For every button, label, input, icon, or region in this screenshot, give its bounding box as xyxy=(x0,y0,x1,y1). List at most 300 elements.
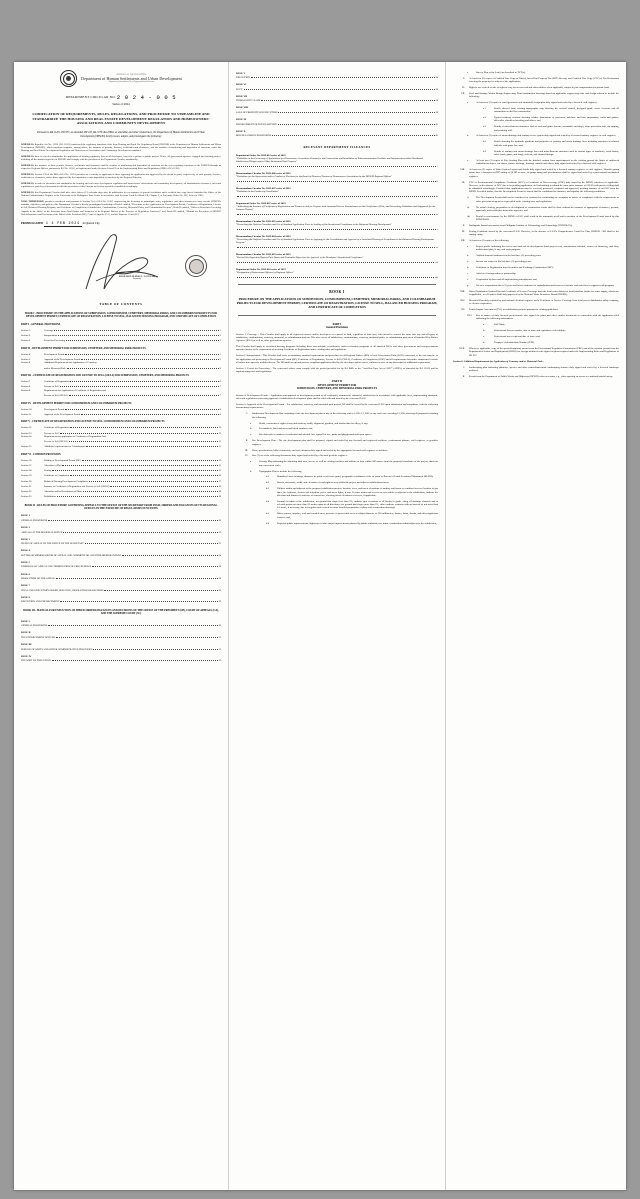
list-item-text: Site Development Plan - The site development plan shall be prepared, signed and sealed by any licensed and registered architect, environment planner, civil engineer, or geodetic engineer; xyxy=(252,439,438,446)
section-3: Section 3. Period for Processing – The concerned officer must comply with the period provided for by RA 9485 or the "Anti-Red Tape Act of 2007" (ARTA), as amended by RA 11032 and its implementing rules and regulations. xyxy=(236,366,438,374)
list-item xyxy=(453,71,619,74)
toc-rule-row[interactable]: ENFORCEMENT OFFICER'S RETURN 41 xyxy=(236,122,438,126)
toc-row[interactable]: Section 11. Approval of the Development Permit 8 xyxy=(21,412,221,416)
issuances-heading: RELEVANT DEPARTMENT ISSUANCES xyxy=(303,144,371,149)
list-item-text: Details of sanitary and storm drainage lines and miscellaneous structures such as various types of manholes, catch basins, inlets (curb, gutter, and drop), culverts, and channel linings; xyxy=(494,149,619,156)
toc-rule-label: RULE I xyxy=(21,619,30,623)
document-sheet xyxy=(14,62,626,1190)
list-item-marker: b. xyxy=(250,469,252,473)
list-item xyxy=(453,140,619,147)
list-item xyxy=(453,254,619,257)
toc-row[interactable]: Section 17. Alteration of Plan 15 xyxy=(21,464,221,468)
list-item xyxy=(453,329,619,332)
list-item-text: Denial or non-issuance by the DENR of ECC shall result in the automatic recall and revocation of the Development Permit issued by this DHSUD-RO. xyxy=(476,214,619,222)
toc-book2-rules xyxy=(21,514,221,604)
list-item xyxy=(453,230,619,237)
list-item xyxy=(453,375,619,378)
book1-title: PROCEDURE ON THE APPLICATIONS OF SUBDIVISION, CONDOMINIUM, CEMETERY, MEMORIAL PARKS, AND COLUMBARIUM PROJECTS FOR DEVELOPMENT PERMIT, CERTIFICATE OF REGISTRATION, LICENSE TO SELL, BALANCED HOUSING PROGRAM, AND CERTIFICATE OF COMPLETION xyxy=(236,296,438,310)
list-item-text: Site data such as number of residential and saleable lots, typical lot size, parks and playgrounds and open spaces. xyxy=(259,433,372,437)
list-item-text: Water Distribution System Plan and Certificate of Service Coverage from the local water district or local franchise holder for water supply, whichever is applicable, or a Permit to Drill duly approved by the National Water Resources Board (NWRB); xyxy=(469,289,620,296)
section-4: Section 4. Development Permit – Application and approval of development permit of all residential, commercial, industrial, subdivisions in accordance with applicable laws, implementing standards, rules and regulations concerning approval of subdivision development plans shall be filed with and issued by the concerned LGU. xyxy=(236,393,438,401)
list-item-text: Subdivision Development Plan consisting of the site development plan at any of the following scales: 1:200; 1:1,000; or any scale not exceeding 1:2,000; showing all proposals including the following: xyxy=(252,412,438,419)
toc-row[interactable]: Section 20. Balanced Housing Development Compliance 17 xyxy=(21,479,221,483)
signatory-name: JOSE RIZALINO L. ACUZAR xyxy=(119,275,155,278)
list-item-text: For new corporations three (3) years and below statement of capitalization and sources of income and cash flow to support work program; xyxy=(476,283,615,287)
toc-part-heading: PART I - GENERAL PROVISIONS xyxy=(21,322,61,326)
list-item-marker: c. xyxy=(483,335,485,339)
toc-book2-heading: BOOK II - RULES OF PROCEDURE GOVERNING APPEALS TO THE OFFICE OF THE SECRETARY FROM FINAL ORDERS AND ISSUANCES OF ITS REGIONAL OFFICES IN THE EXERCISE OF REGULATORY FUNCTIONS xyxy=(24,503,218,510)
toc-row[interactable]: Section 9. Requirements for Application of Certificate of Registration and License to Sell (CR/LS) 7 xyxy=(21,388,221,398)
list-item-marker: XVII. xyxy=(459,346,465,350)
issuance-title: Department Order No. 2023-003 series of 2023 xyxy=(236,267,286,271)
department-tagline: Kagawaran ng Pananahanan Tao at Pagpapaunlad ng Kalunsuran xyxy=(108,81,155,83)
list-item xyxy=(236,439,438,446)
issuance-title: Memorandum Circular No. 2023-001 series of 2023 xyxy=(236,220,291,223)
list-item-text: At least two (2) copies of road (geometric and structural) design/plan duly signed and sealed by a licensed civil engineer; xyxy=(476,100,598,104)
list-item-marker: b.1 xyxy=(483,140,487,144)
toc-rule-label: RULE VI xyxy=(236,83,247,87)
column-two xyxy=(228,62,445,1190)
list-item-marker: a.1 xyxy=(483,106,486,110)
list-item-marker: b. xyxy=(250,427,252,431)
list-item-marker: b. xyxy=(483,329,485,333)
issuance-title: Memorandum Circular No. 2023-006 series of 2023 xyxy=(236,172,291,176)
list-item-text: Project profile indicating the cost of raw land and its development (total project cost), amortization schedule, sources of financing, cash flow, architectural plan, if any, and work program; xyxy=(476,245,619,252)
toc-rule-label: RULE 2 xyxy=(21,525,30,529)
list-item xyxy=(236,481,438,484)
promulgated-place: in Quezon City. xyxy=(82,222,101,225)
part2-title-line2: SUBDIVISION, CEMETERY, AND MEMORIAL PARK PROJECTS xyxy=(296,387,378,391)
list-item-text: Roads, easements or right-of-way and roadway width, alignment, gradient, and similar data for alleys, if any; xyxy=(259,421,369,425)
toc-row[interactable]: Section 22. Alteration and/or Revification of Plans 18 xyxy=(21,489,221,493)
section-6-items xyxy=(453,366,619,379)
column-three xyxy=(445,62,626,1190)
list-item-marker: II. xyxy=(245,439,248,443)
list-item-marker: b.4 xyxy=(266,499,270,503)
list-item-marker: a.2 xyxy=(483,115,486,119)
section-5: Section 5. Approval of the Development Permit – For subdivision, cemetery, and memorial park project, DP shall be issued by the concerned LGU upon submission and compliance with the following documentary requirements: xyxy=(236,403,438,410)
list-item xyxy=(453,299,619,306)
toc-rule-row[interactable]: THIRD-PARTY CLAIM 38 xyxy=(236,99,438,103)
list-item-marker: IV. xyxy=(245,454,248,458)
circular-series: Series of 2024 xyxy=(112,102,130,106)
dhsud-seal-icon xyxy=(60,70,77,87)
whereas-clause: WHEREAS, the issuance of these permits, licenses, certificates and clearances and the conduct of monitoring and imposition of sanctions are the core regulatory functions of the DHSUD through its respective Regional Offices, pursuant to RA No. 11201, as implemented under Sections 24 and 25 of the Implementing Rules and Regulations (IRR) of RA 11201; xyxy=(21,164,222,171)
list-item xyxy=(236,500,438,510)
whereas-clause: WHEREAS, this Department Circular shall take effect fifteen (15) calendar days after its publication in a newspaper of general circulation and a certified true copy hereof furnished the Office of the National Administrative Register of the University of the Philippines Law Center in accordance with Sections 3 and 4 of Book VII, Chapter 2, of Executive Order No. 292, Series of 1987; xyxy=(21,191,222,198)
part2-title-line1: DEVELOPMENT PERMIT FOR xyxy=(317,383,357,387)
list-item-text: Zoning Certificate issued by the concerned LGU. However, in the absence of LGU's Comprehensive Land Use Plan, DHSUD - RO shall be the issuing entity; xyxy=(469,229,619,237)
list-item-text: Utilities within and adjacent to the proposed subdivision project; location, sizes, and invert elevations of sanitary and storm or combined sewers; location of gas lines, fire hydrants, electric and telephone poles, and street lights, if any. If water mains and sewers are not within or adjacent to the subdivision, indicate the direction and distance to and size of nearest one, showing invert elevations of sewers, if applicable; xyxy=(277,487,438,497)
handwritten-signature-icon xyxy=(66,231,176,293)
list-item-text: Lot numbers, lines and areas and block numbers; and, xyxy=(259,427,313,431)
list-item-marker: XV. xyxy=(461,308,465,312)
list-item-marker: e. xyxy=(467,271,469,275)
toc-rule-row[interactable]: EXECUTION 34 xyxy=(236,76,438,80)
toc-part-heading: PART IV - DEVELOPMENT PERMIT FOR CONDOMINIUM AND COLUMBARIUM PROJECTS xyxy=(21,401,132,405)
toc-row[interactable]: Section 21. Issuance of Certificate of Registration and License to Sell (CR/LS) 16 xyxy=(21,484,221,488)
list-item xyxy=(453,107,619,114)
list-item xyxy=(236,422,438,425)
toc-row[interactable]: Section 18. Posting 15 xyxy=(21,469,221,473)
toc-rule-row[interactable]: LETTER OR MEMORANDUM OF APPEAL AND COMMENT OR COUNTER-MEMORANDUM 24 xyxy=(21,553,221,557)
issuance-page-row[interactable]: v xyxy=(236,226,438,231)
three-column-layout xyxy=(14,62,626,1190)
toc-rule-label: RULE III xyxy=(21,642,32,646)
list-item-text: Taxpayer's Identification Number (TIN). xyxy=(494,340,535,344)
list-item xyxy=(236,449,438,452)
list-item-text: Traffic Impact Assessment (TIA) for subdivision projects pursuant to existing guidelines; xyxy=(469,308,559,312)
list-item-text: Professional license number, date of issue and expiration of its validity; xyxy=(494,329,566,333)
list-item-text: At least two (2) copies of the following: xyxy=(469,239,510,243)
list-item-marker: c. xyxy=(467,260,469,264)
toc-rule-row[interactable]: GENERAL PROVISIONS 30 xyxy=(21,624,221,628)
list-item xyxy=(453,323,619,326)
list-item-marker: XVI. xyxy=(467,314,473,318)
toc-row[interactable]: Section 7. Certificate of Registration 6 xyxy=(21,380,221,384)
list-item-marker: V. xyxy=(462,76,465,80)
issuance-page-row[interactable]: ii xyxy=(236,178,438,183)
list-item xyxy=(453,308,619,311)
whereas-clause: WHEREAS, Republic Act No. 11201 (RA 11201) transferred the regulatory functions of the then-Housing and Land Use Regulatory Board (HLURB) to the Department of Human Settlements and Urban Development (DHSUD), which functions comprise, among others, the issuance of permits, licenses, certificates and clearances, and the conduct of monitoring and imposition of sanctions, under the Housing and Real Estate Development Regulation and Homeowners Associations and Community Development mandates; xyxy=(21,143,222,153)
toc-rule-row[interactable]: GENERAL PROVISIONS 20 xyxy=(21,518,221,522)
divider xyxy=(238,315,436,316)
issuance-title: Department Order No. 2022-012 series of 2022 xyxy=(236,153,286,157)
list-item xyxy=(453,290,619,297)
issuance-title: Memorandum Circular No. 2023-005 series of 2023 xyxy=(236,253,291,257)
list-item xyxy=(453,150,619,157)
list-item xyxy=(453,366,619,373)
list-item-marker: b. xyxy=(467,134,469,138)
toc-row[interactable]: Section 13. License to Sell 12 xyxy=(21,431,221,435)
toc-row[interactable]: Section 23. Prohibitions 18 xyxy=(21,495,221,499)
issuance-page-row[interactable]: viii xyxy=(236,274,438,279)
toc-rule-label: RULE 6 xyxy=(21,572,30,576)
list-item-marker: b.1 xyxy=(266,475,270,479)
list-item-marker: IX. xyxy=(461,180,465,184)
list-item xyxy=(453,86,619,89)
toc-rule-row[interactable]: RESOLUTION OF THE APPEAL 28 xyxy=(21,577,221,581)
list-item-marker: a. xyxy=(467,245,469,249)
list-item-text: The Development Permit shall not be considered or construed as constituting an exemption or waiver of compliance with the requirements of other government agencies as provided under existing laws and regulations; xyxy=(476,196,619,203)
toc-rule-row[interactable]: EXECUTION AND ENFORCEMENT 29 xyxy=(21,600,221,604)
issuance-description: "Designation of Enforcement Officers by Regional Offices" xyxy=(236,270,294,274)
list-item-marker: VIII. xyxy=(460,167,465,171)
republic-line: REPUBLIC OF THE PHILIPPINES xyxy=(116,74,147,76)
whereas-clause: WHEREAS, in order to streamline and standardize the housing and real estate development regulation and homeowners' associations and community development, all administrative issuances, rules and regulations or part thereof inconsistent with the provisions of this Circular are hereby repealed or modified accordingly; xyxy=(21,182,221,189)
column-one xyxy=(14,62,228,1190)
department-name: Department of Human Settlements and Urban Development xyxy=(81,76,182,81)
list-item-text: No actual clearing, preparation or development or construction works shall be done without the issuance of appropriate clearances, permits, approvals, and certificates from other agencies; and xyxy=(476,205,619,212)
list-item-marker: VII. xyxy=(460,91,465,95)
toc-rule-label: RULE 5 xyxy=(21,560,30,564)
list-item xyxy=(236,412,438,419)
toc-rule-row[interactable]: SERVICE OF WRITS AND OTHER ADMINISTRATIVE PROCESSES 32 xyxy=(21,647,221,651)
section-6-heading: Section 6. Additional Requirements for Application of Cemetery and/or Memorial Park - xyxy=(453,359,544,363)
section-1: Section 1. Coverage – This Circular shall apply to all registered owners and/or developers of a parcel of land, regardless of land area, who intend to convert the same into any and all types of subdivision, condominium, cemetery, memorial, or columbarium projects. This also covers all subdivision, condominium, cemetery, memorial parks, or columbarium projects of all attached Key Shelter Agencies (KSA) as well as, other government agencies. xyxy=(236,332,438,343)
list-item xyxy=(236,475,438,478)
list-item-marker: g. xyxy=(467,283,469,287)
list-item-text: One (1) set of the following documents duly signed and sealed by a licensed geodetic engineer: xyxy=(252,454,348,458)
circular-label: DEPARTMENT CIRCULAR NO. xyxy=(65,95,116,99)
list-item xyxy=(453,181,619,194)
table-of-contents-heading: TABLE OF CONTENTS xyxy=(99,302,143,306)
toc-rule-row[interactable]: APPEALS AT THE REGIONAL OFFICE 21 xyxy=(21,530,221,534)
list-item-marker: b.3 xyxy=(266,487,270,491)
toc-part-heading: PART V - CERTIFICATE OF REGISTRATION AND LICENSE TO SELL CONDOMINIUM AND COLUMBARIUM PROJECTS xyxy=(21,420,165,424)
list-item xyxy=(453,196,619,203)
toc-row[interactable]: Section 3. Period for Processing 1 xyxy=(21,339,221,343)
issuance-page-row[interactable]: iii xyxy=(236,193,438,198)
list-item xyxy=(236,433,438,436)
list-item-text: Details of miscellaneous structures such as curb and gutter (barrier, mountable and drop), slope protection wall, rip rapping, and retaining wall. xyxy=(494,125,619,132)
toc-rule-row[interactable]: FILING OF APPEAL TO THE OFFICE OF THE SECRETARY 22 xyxy=(21,542,221,546)
list-item xyxy=(453,206,619,213)
circular-number-line xyxy=(21,94,221,101)
toc-rule-row[interactable]: DISMISSAL OF APPEAL AND TERMINATION OF PROCEEDINGS 28 xyxy=(21,565,221,569)
toc-row[interactable]: Section 6. Additional Requirements for Application of Cemetery and/or Memorial Park 6 xyxy=(21,361,221,370)
list-item-text: Boundary Lines: bearings, distances tie point or reference point, geographic coordinates of the tie point or Bureau of Lands Locational Monument (BLLM); xyxy=(277,475,434,479)
list-item xyxy=(453,284,619,287)
list-item-text: Ground elevation of the subdivision: for ground that slopes less than 2%, indicate spot elevations at all breaks in grade, along all drainage channels and at selected points not more than 25 meters apart in all directions; for ground that slopes more than 2%, either indicate contours with an interval of not more than 0.5 metre, if necessary, due to irregular land or need for more detailed preparation of plans and construction drawings; xyxy=(277,499,438,510)
list-item xyxy=(236,522,438,525)
list-item xyxy=(453,101,619,104)
list-item-marker: a.3 xyxy=(483,125,486,129)
list-item-marker: b.6 xyxy=(266,521,270,525)
list-item-text: Water courses, marshes, rock and wooded areas, presence of preservable trees in caliper diameter of 200 millimeters, houses, barns, shacks, and other significant features; and, xyxy=(277,512,438,519)
list-item xyxy=(453,341,619,344)
list-item-text: Proposed public improvements: highways or other major improvements planned by public authorities for future construction within/adjacent to the subdivision; xyxy=(277,521,437,525)
toc-row[interactable]: Section 8. License to Sell 7 xyxy=(21,385,221,389)
book1-label: BOOK I xyxy=(329,289,345,294)
toc-row[interactable]: Section 19. Certificate of Completion 16 xyxy=(21,474,221,478)
issuances-list xyxy=(236,154,438,279)
list-item-text: Professional tax receipt and date of issue; and, xyxy=(494,335,541,339)
list-item xyxy=(453,116,619,123)
toc-rule-row[interactable]: MISCELLANEOUS PROVISIONS 42 xyxy=(236,134,438,138)
list-item-text: Right to use or deed of sale of right-of-way for access road and other utilities when applicable, subject to just compensation for private land; xyxy=(469,85,610,89)
list-item-marker: c. xyxy=(250,433,252,437)
list-item-marker: i) xyxy=(467,196,469,200)
list-item-text: Permit from the Department of Public Works and Highways (DPWH) when necessary, e.g., when opening an access to a national/arterial artery; xyxy=(469,374,613,378)
list-item-marker: a. xyxy=(483,323,485,327)
promulgation-line xyxy=(21,222,221,227)
toc-part-heading: PART II - DEVELOPMENT PERMIT FOR SUBDIVISION, CEMETERY, AND MEMORIAL PARK PROJECTS xyxy=(21,346,146,350)
list-item-text: List of names of duly licensed professionals who signed the plans and other similar documents in connection with the application filed indicating the following information: xyxy=(476,314,619,321)
toc-rule-row[interactable]: THE ENFORCEMENT OFFICER 31 xyxy=(21,635,221,639)
list-item-text: Full Name; xyxy=(494,323,506,327)
circular-title: CODIFICATION OF REQUIREMENTS, RULES, REGULATIONS, AND PROCEDURE TO STREAMLINE AND STANDARDIZE THE HOUSING AND REAL ESTATE DEVELOPMENT REGULATION AND HOMEOWNERS' ASSOCIATIONS AND COMMUNITY DEVELOPMENT xyxy=(32,112,210,126)
list-item-text: Topographic Plan to include the following: xyxy=(259,469,302,473)
now-therefore-clause: NOW, THEREFORE, premises considered and pursuant to Section 7(c) of RA No. 11201 empowering the Secretary to promulgate rules, regulations, and other issuances to carry out the DHSUD's mandate, objectives, and policies, this Department Circular is hereby promulgated consisting of Book I entitled, "Procedure on the Application for Development Permit, Certificate of Registration, License to Sell, Balanced Housing Program, and Certificate of Completion of Subdivision, Condominium, Cemetery, Memorial Parks, and Columbarium Projects"; Book II entitled, "Rules of Procedure Governing Appeals to the Office of the Secretary from Final Orders and Issuances of its Regional Offices in the Exercise of Regulatory Functions"; and, Book III entitled, "Manual for Execution of DHSUD Orders/Issuances and Decisions of the Office of the President (OP), Court of Appeals (CA), and the Supreme Court (SC)". xyxy=(21,200,221,216)
toc-rule-row[interactable]: LEVY 36 xyxy=(236,87,438,91)
list-item xyxy=(236,454,438,457)
issuance-page-row[interactable]: vii xyxy=(236,259,438,264)
list-item xyxy=(453,278,619,281)
issuance-page-row[interactable]: i xyxy=(236,163,438,168)
list-item-marker: c. xyxy=(467,70,469,74)
issuance-description: "Guidelines in the Processing of Applications for Homeowners Association Consent for the Construction and Installation of Telecommunication Facilities and Infrastructure within Residential Subdivisions/Villages and/or Other Residential Real Property" xyxy=(236,156,424,164)
whereas-clause: WHEREAS, there is a need to standardize the application of housing regulatory laws to all developers, may it be a private or public project. Hence, all government agencies engaged into housing project, including all the attached agencies of DHSUD shall comply with the provision of the Department Circular, mandatorily; xyxy=(21,155,221,162)
issuance-description: "Prescribing the Uniform Procedure and Use of Standard Application Form in Availing of the Incentivized Compliance to the Balanced Housing Development" xyxy=(236,223,392,226)
toc-book3-rules xyxy=(21,620,221,663)
dry-seal-icon xyxy=(185,255,207,277)
section-2: Section 2. Interpretation – This Circular shall serve as mandatory standard requirements and procedure for all Regional Offices (RO) or local Government Units (LGU) concerned, as the case may be, in the application and processing of Development Permit (DP), Certificate of Registration, License to Sell (CR/LS), Certificate of Completion (COC) and all requirements hereunder enumerated exclude all others not expressly included herein. The RO shall accept and process compliant application filed by the developer and/or owner, without exercise of any discretion for additional requirement. xyxy=(236,354,438,364)
list-item-text: At least two (2) copies of Site Grading Plan with the finished contour lines superimposed on the existing ground the limits of earthwork embankment slopes, cut slopes, surface drainage, drainage outfalls and others, duly signed and sealed by a licensed civil engineer. xyxy=(476,158,619,166)
list-item-marker: XIV. xyxy=(460,298,465,302)
toc-row[interactable]: Section 14. Requirements for application of Certificate of Registration And License to Sell (CR/LS) 12 xyxy=(21,435,221,444)
list-item xyxy=(236,470,438,473)
list-item-text: Corporation by-laws and all implementing amendments; and, xyxy=(476,277,538,281)
list-item-text: At least two (2) copies of Certified True Copy of Title(s), latest Real Property Tax (RPT) Receipt, and Certified True Copy (CTC) of Tax Declaration covering the property/ies subject of the application; xyxy=(469,76,619,83)
list-item xyxy=(453,215,619,222)
whereas-clause: WHEREAS, Section 139 of the IRR of RA No. 11201 provides for a remedy to applicants or those opposing the application but aggrieved by the denial or grant, respectively, of such permits, licenses, certificates or clearances, and to those aggrieved by the imposition or non-imposition of sanctions by the Regional Director; xyxy=(21,173,222,180)
list-item-marker: XII. xyxy=(460,239,465,243)
toc-rule-label: RULE V xyxy=(236,71,246,75)
issuance-description: "Guidelines in the Conduct of Conciliation" xyxy=(236,189,279,193)
issuance-title: Memorandum Circular No. 2023-004 series of 2023 xyxy=(236,234,291,238)
list-item-text: Articles of incorporation or partnership; xyxy=(476,271,516,275)
toc-row[interactable]: Section 15. Additional requirements for Columbarium 15 xyxy=(21,445,221,449)
toc-rule-label: RULE 1 xyxy=(21,514,30,518)
list-item xyxy=(236,427,438,430)
list-item-marker: iii) xyxy=(467,214,470,218)
list-item xyxy=(453,92,619,99)
list-item-text: At least two (2) copies of storm drainage and sanitary sewer system duly signed and sealed by a licensed sanitary engineer or civil engineer; xyxy=(476,134,617,138)
toc-rule-label: RULE 4 xyxy=(21,549,30,553)
toc-row[interactable]: Section 4. Development Permit 1 xyxy=(21,352,221,356)
list-item-text: CTC of Environmental Compliance Certificate (ECC) or Certificate of Non-coverage (CNC) duly issued by the DENR, whichever is applicable. However, in the absence of ECC due to its pending application, an Undertaking to submit the same prior issuance of CR/LS with proof of filing shall be submitted accordingly; Provided that, applications may be received, processed, evaluated and approved, pending issuance of an ECC from the DENR. Provided further, that the Development Permit so issued shall be conditional in character, and stipulate the following conditions: xyxy=(469,180,619,194)
list-item-text: Vicinity Map indicating the adjoining land uses, access, as well as existing facilities and utilities at least within 500 meters from the property boundaries of the project, drawn to any convenient scale; xyxy=(259,460,438,467)
toc-row[interactable]: Section 1. Coverage 1 xyxy=(21,328,221,332)
list-item xyxy=(453,159,619,166)
list-item-marker: d. xyxy=(467,266,469,270)
toc-row[interactable]: Section 2. Interpretation 1 xyxy=(21,333,221,337)
toc-rule-row[interactable]: THE WRIT OF EXECUTION 33 xyxy=(21,659,221,663)
list-item-text: Streets, easements, width, and elevation of road right-of-way within the project and adjacent subdivisions/areas; xyxy=(277,481,390,485)
list-item-text: Survey Plan of the Lot(s) as described in TCT(s); xyxy=(476,70,526,74)
list-item-text: Earthquake hazard assessment from Philippine Institute of Volcanology and Seismology (PHIVOLCS); xyxy=(469,224,573,227)
signatory-role: Secretary xyxy=(132,278,142,280)
toc-book3-heading: BOOK III - MANUAL FOR EXECUTION OF DHSUD ORDERS/ISSUANCES AND DECISIONS OF THE OFFICE OF THE PRESIDENT (OP), COURT OF APPEALS (CA), AND THE SUPREME COURT (SC) xyxy=(23,608,219,616)
list-item xyxy=(453,245,619,252)
issuance-description: "Guidelines for the Supervision and/or Conduct of Elections for the Board of Directors/Trustees of Homeowners Associations by the DHSUD Regional Offices" xyxy=(236,175,392,179)
section-5-items xyxy=(236,412,438,525)
list-item-marker: a. xyxy=(250,460,252,464)
pursuant-clause: Pursuant to RA 11201, PD 957, as amended, BP 220, RA 7279, RA 10884, as amended, and other related laws, the Department of Human Settlements and Urban Development (DHSUD) hereby issues, adopts, and promulgates the following: xyxy=(37,131,205,138)
list-item-text: Audited financial statement for the last three (3) preceding years; xyxy=(476,254,542,258)
issuance-title: Memorandum Circular No. 2023-007 series of 2023 xyxy=(236,186,291,190)
toc-rule-row[interactable]: SALE OF PROPERTY ON EXECUTION 38 xyxy=(236,111,438,115)
section-1-continued: This Circular shall apply to socialized housing programs including those non-saleable, resettlement, and/or relocation programs of all attached KSAs and other government and non-government agencies insofar as the requirement of securing Certificate of Registration under existing rules and regulations. xyxy=(236,345,438,352)
list-item xyxy=(453,125,619,132)
list-item xyxy=(453,239,619,242)
list-item-marker: I. xyxy=(463,365,465,369)
toc-rule-label: RULE 3 xyxy=(21,537,30,541)
list-item xyxy=(453,335,619,338)
list-item-marker: II. xyxy=(462,374,465,378)
list-item-text: Profile derived from existing topographic map showing the vertical control, designed grade, curve elements and all information needed for construction; xyxy=(494,106,619,114)
list-item-text: At least two (2) copies of Water System Layout and details duly signed and sealed by a licensed sanitary engineer or civil engineer. Should a pump motor have a horsepower (HP) rating of 50 HP or more, its pump rating and specifications shall be signed and sealed by a professional mechanical engineer; xyxy=(469,167,619,178)
issuance-description: "Authorizing the Issuance of Certificate of Registration and License to Sell for Projects with Annotated Lien or Encumbrance on the Certificates of Title, and Prescribing Guidelines and Safeguards for the Issuance Thereof" xyxy=(236,204,436,212)
toc-rule-label: RULE VII xyxy=(236,94,248,98)
toc-rule-label: RULE 8 xyxy=(21,595,30,599)
requirements-list-continued xyxy=(453,71,619,357)
issuance-title: Department Order No. 2023-007 series of 2023 xyxy=(236,201,286,205)
toc-rule-label: RULE IX xyxy=(236,118,247,122)
list-item xyxy=(453,77,619,84)
list-item-text: Plans, specifications, bills of materials, and cost estimates duly signed and sealed by the appropriate licensed civil engineer or architect; xyxy=(252,448,388,452)
part1-heading xyxy=(236,323,438,330)
toc-rule-label: RULE IV xyxy=(21,654,32,658)
list-item-text: Typical roadway sections showing relative dimensions of pavement, sub-base and base preparation, curbs and gutters, sidewalks, shoulders benching and others; and, xyxy=(494,115,619,123)
issuance-page-row[interactable]: iv xyxy=(236,211,438,216)
list-item-marker: c. xyxy=(467,158,469,162)
list-item xyxy=(453,260,619,263)
divider xyxy=(238,284,436,285)
toc-row[interactable]: Section 5. Approval of the Development Permit 2 xyxy=(21,357,221,361)
list-item-marker: f. xyxy=(467,277,469,281)
toc-rule-row[interactable]: FINAL AND EXECUTORY ORDER, ISSUANCE, RESOLUTION OR DECISION 29 xyxy=(21,588,221,592)
toc-row[interactable]: Section 10. Development Permit 8 xyxy=(21,407,221,411)
part2-label: PART II xyxy=(332,380,342,384)
list-item-text: Electrical Plan duly certified by professional electrical engineer and a Certificate of Service Coverage from local power distribution utility company, or electric cooperative; xyxy=(469,298,619,306)
letterhead xyxy=(21,70,221,87)
part2-heading xyxy=(236,380,438,391)
toc-part-heading: PART III - CERTIFICATE OF REGISTRATION AND LICENSE TO SELL (CR/LS) FOR SUBDIVISION, CEMETERY, AND MEMORIAL PROJECTS xyxy=(21,374,190,378)
list-item xyxy=(453,224,619,227)
list-item-text: Landscaping plan indicating plant/tree species and other natural/man-made landscaping features duly signed and sealed by a licensed landscape architect; xyxy=(469,365,619,373)
list-item xyxy=(453,134,619,137)
list-item-text: Profile showing the hydraulic gradients and properties of sanitary and storm drainage lines including structures in relation with the road grade line; and, xyxy=(494,140,619,147)
list-item-marker: a. xyxy=(467,100,469,104)
toc-part-heading: PART VI - COMMON PROVISION xyxy=(21,452,61,456)
list-item-text: Whenever applicable, copy of the special/temporary permit from the Professional Regulation Commission (PRC) and of the separate permit from the Department of Labor and Employment (DOLE) for foreign architects who signed on plans required under the Implementing Rules and Regulations of PD 957. xyxy=(469,346,619,357)
toc-row[interactable]: Section 16. Validity of Development Permit (DP) 15 xyxy=(21,459,221,463)
list-item-text: Income tax return for the last three (3) preceding years; xyxy=(476,260,532,264)
issuance-description: "Prescribing the Uniform Procedure and Use of Standard Application Form in Applying for the Accreditation and Approval of a Socialized Housing as Compliance to the Balanced Housing Development Program" xyxy=(236,237,434,245)
list-item xyxy=(236,487,438,497)
part1-title: General Provisions xyxy=(326,326,348,330)
list-item-marker: I. xyxy=(246,412,248,416)
list-item-marker: ii) xyxy=(467,205,470,209)
toc-rule-label: RULE X xyxy=(236,129,246,133)
list-item-marker: d. xyxy=(483,340,485,344)
list-item-marker: b.2 xyxy=(483,149,487,153)
list-item xyxy=(453,272,619,275)
toc-parts xyxy=(21,323,221,499)
signature-block xyxy=(21,229,221,295)
list-item-marker: XIII. xyxy=(460,289,465,293)
list-item xyxy=(453,266,619,269)
list-item-marker: b. xyxy=(467,254,469,258)
toc-rule-label: RULE II xyxy=(21,631,31,635)
promulgated-date: 1 4 FEB 2024 xyxy=(45,222,80,226)
list-item xyxy=(453,314,619,321)
list-item-marker: III. xyxy=(244,448,248,452)
issuance-description: "Revised Site Inspection Reports/Fact Sheets and Evaluation Report for the Approval of the Developer's Incentivized Compliance" xyxy=(236,256,364,260)
list-item xyxy=(236,512,438,519)
toc-book1-heading: BOOK I - PROCEDURE ON THE APPLICATIONS OF SUBDIVISION, CONDOMINIUM, CEMETERY, MEMORIAL PARKS, AND COLUMBARIUM PROJECTS FOR DEVELOPMENT PERMIT, CERTIFICATE OF REGISTRATION, LICENSE TO SELL, BALANCED HOUSING PROGRAM, AND CERTIFICATE OF COMPLETION xyxy=(24,312,218,319)
list-item-marker: XI. xyxy=(461,229,465,233)
toc-row[interactable]: Section 12. Certificate of Registration 12 xyxy=(21,426,221,430)
promulgated-label: PROMULGATED xyxy=(21,222,44,225)
list-item xyxy=(453,168,619,178)
circular-number: 2 0 2 4 - 0 0 5 xyxy=(116,94,177,101)
issuance-page-row[interactable]: vi xyxy=(236,244,438,249)
list-item-marker: a. xyxy=(250,421,252,425)
toc-rule-label: RULE 7 xyxy=(21,584,30,588)
